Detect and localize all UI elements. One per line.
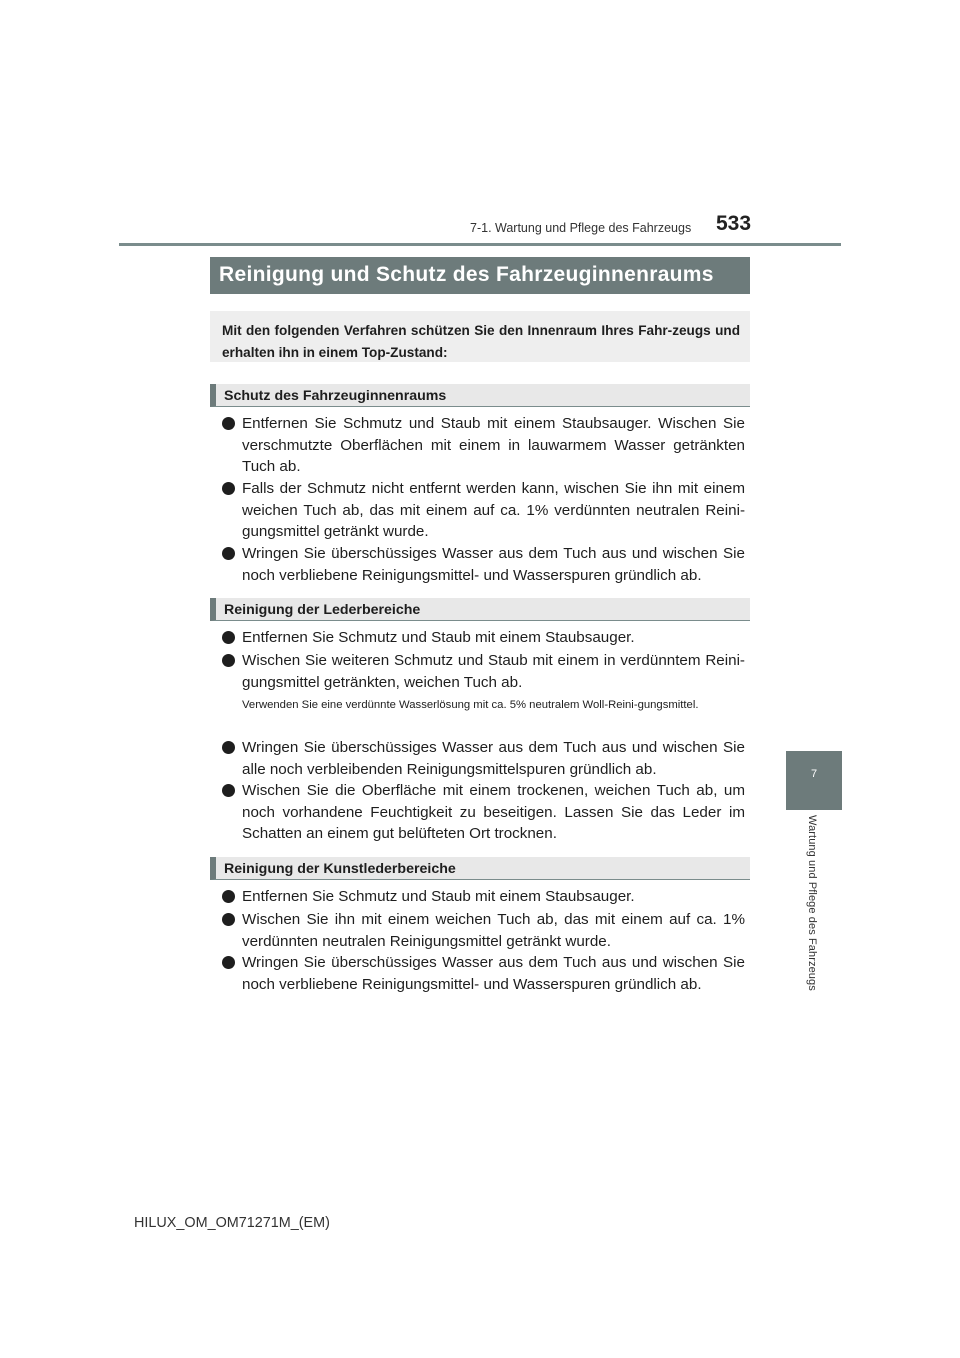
page-title-bar bbox=[210, 257, 750, 294]
bullet-icon bbox=[222, 417, 235, 430]
list-item bbox=[222, 478, 745, 543]
list-item bbox=[222, 952, 745, 995]
chapter-label: Wartung und Pflege des Fahrzeugs bbox=[806, 815, 818, 991]
section-heading-text: Reinigung der Kunstlederbereiche bbox=[224, 861, 456, 877]
intro-text: Mit den folgenden Verfahren schützen Sie den Innenraum Ihres Fahr-zeugs und erhalten ihn in einem Top-Zustand: bbox=[222, 323, 740, 360]
bullet-icon bbox=[222, 482, 235, 495]
section-heading-leder bbox=[210, 598, 750, 621]
intro-box bbox=[210, 311, 750, 362]
list-item bbox=[222, 413, 745, 478]
bullet-icon bbox=[222, 913, 235, 926]
list-item bbox=[222, 737, 745, 780]
list-item bbox=[222, 627, 745, 649]
list-item bbox=[222, 650, 745, 693]
list-item-text: Wringen Sie überschüssiges Wasser aus dem Tuch aus und wischen Sie noch verbliebene Reinigungsmittel- und Wasserspuren gründlich ab. bbox=[242, 954, 745, 993]
list-item-text: Wischen Sie ihn mit einem weichen Tuch ab, das mit einem auf ca. 1% verdünnten neutralen Reinigungsmittel getränkt wurde. bbox=[242, 911, 745, 950]
page-number: 533 bbox=[716, 212, 752, 235]
bullet-icon bbox=[222, 547, 235, 560]
section-heading-schutz bbox=[210, 384, 750, 407]
chapter-tab bbox=[786, 751, 842, 810]
chapter-number: 7 bbox=[810, 768, 818, 780]
list-item-text: Entfernen Sie Schmutz und Staub mit einem Staubsauger. Wischen Sie verschmutzte Oberflächen mit einem in lauwarmem Wasser getränkten Tuch ab. bbox=[242, 415, 745, 476]
bullet-icon bbox=[222, 741, 235, 754]
list-item-text: Falls der Schmutz nicht entfernt werden kann, wischen Sie ihn mit einem weichen Tuch ab, das mit einem auf ca. 1% verdünnten neutralen Reini-gungsmittel getränkt wurde. bbox=[242, 480, 745, 541]
section-heading-text: Reinigung der Lederbereiche bbox=[224, 602, 421, 618]
bullet-icon bbox=[222, 631, 235, 644]
note-text: Verwenden Sie eine verdünnte Wasserlösung mit ca. 5% neutralem Woll-Reini-gungsmittel. bbox=[242, 699, 699, 711]
list-item-text: Wringen Sie überschüssiges Wasser aus dem Tuch aus und wischen Sie noch verbliebene Reinigungsmittel- und Wasserspuren gründlich ab. bbox=[242, 545, 745, 584]
header-section-title: 7-1. Wartung und Pflege des Fahrzeugs bbox=[470, 221, 692, 235]
list-item-text: Entfernen Sie Schmutz und Staub mit einem Staubsauger. bbox=[242, 629, 635, 646]
section-heading-text: Schutz des Fahrzeuginnenraums bbox=[224, 388, 447, 404]
bullet-icon bbox=[222, 956, 235, 969]
list-item bbox=[222, 909, 745, 952]
header-divider bbox=[119, 243, 841, 246]
list-item-text: Wischen Sie weiteren Schmutz und Staub mit einem in verdünntem Reini-gungsmittel getränkten, weichen Tuch ab. bbox=[242, 652, 745, 691]
list-item bbox=[222, 780, 745, 845]
list-item bbox=[222, 543, 745, 586]
list-item bbox=[222, 886, 745, 908]
list-item-text: Wringen Sie überschüssiges Wasser aus dem Tuch aus und wischen Sie alle noch verbleibenden Reinigungsmittelspuren gründlich ab. bbox=[242, 739, 745, 778]
list-item-text: Entfernen Sie Schmutz und Staub mit einem Staubsauger. bbox=[242, 888, 635, 905]
page-title: Reinigung und Schutz des Fahrzeuginnenraums bbox=[219, 263, 714, 286]
bullet-icon bbox=[222, 784, 235, 797]
bullet-icon bbox=[222, 890, 235, 903]
document-footer-code: HILUX_OM_OM71271M_(EM) bbox=[134, 1215, 330, 1231]
bullet-icon bbox=[222, 654, 235, 667]
list-item-text: Wischen Sie die Oberfläche mit einem trockenen, weichen Tuch ab, um noch vorhandene Feuchtigkeit zu beseitigen. Lassen Sie das Leder im Schatten an einem gut belüfteten Ort trocknen. bbox=[242, 782, 745, 843]
section-heading-kunstleder bbox=[210, 857, 750, 880]
